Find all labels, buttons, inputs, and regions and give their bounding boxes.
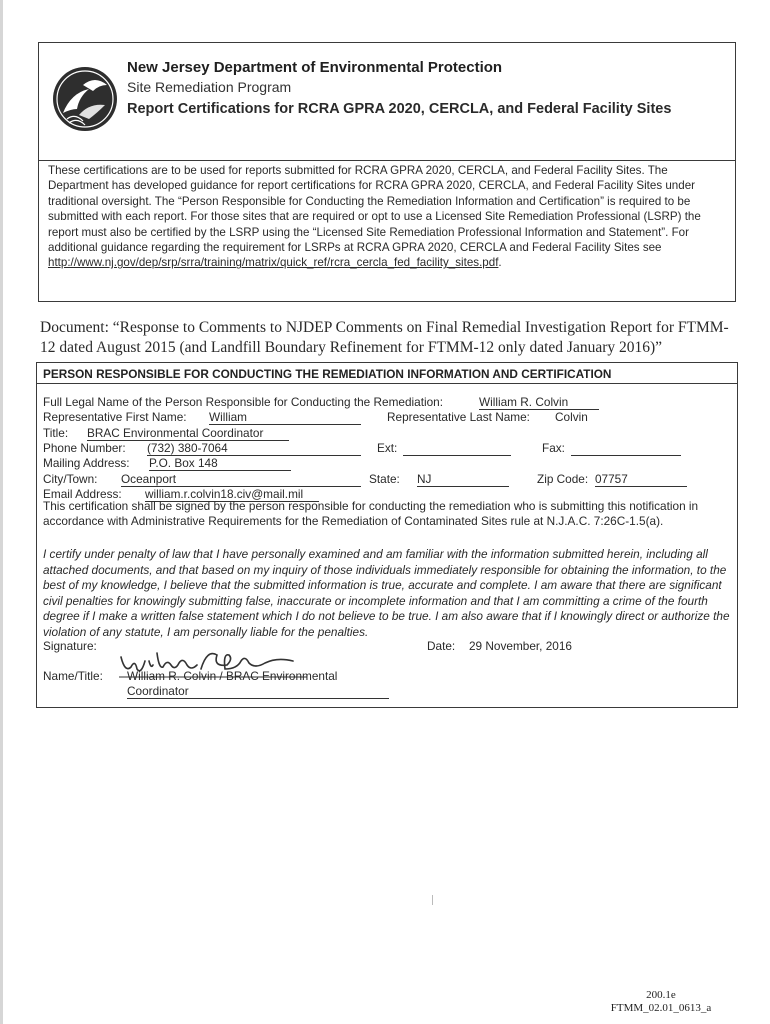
name-title-line1[interactable]: William R. Colvin / BRAC Environmental	[127, 669, 338, 683]
title-label: Title:	[43, 426, 69, 440]
ext-label: Ext:	[377, 441, 398, 455]
city-field[interactable]: Oceanport	[121, 472, 361, 487]
njdep-logo-icon	[49, 63, 121, 135]
mailing-address-field[interactable]: P.O. Box 148	[149, 456, 291, 471]
fax-label: Fax:	[542, 441, 565, 455]
certification-statement: I certify under penalty of law that I have personally examined and am familiar with the information submitted herein, including all attached documents, and that based on my inquiry of those individuals immediately responsible for obtaining the information, to the best of my knowledge, I believe that the submitted information is true, accurate and complete. I am aware that there are significant civil penalties for knowingly submitting false, inaccurate or incomplete information and that I am committing a crime of the fourth degree if I make a written false statement which I do not believe to be true. I am also aware that if I knowingly direct or authorize the violation of any statute, I am personally liable for the penalties.	[43, 547, 730, 639]
program-name: Site Remediation Program	[127, 79, 292, 95]
certification-instruction: This certification shall be signed by the person responsible for conducting the remediation who is submitting this notification in accordance with Administrative Requirements for the Remediation of Contaminated Sites rule at N.J.A.C. 7:26C-1.5(a).	[43, 499, 699, 528]
zip-field[interactable]: 07757	[595, 472, 687, 487]
form-footer	[596, 989, 726, 1015]
title-field[interactable]: BRAC Environmental Coordinator	[87, 426, 289, 441]
section-header: PERSON RESPONSIBLE FOR CONDUCTING THE REMEDIATION INFORMATION AND CERTIFICATION	[43, 367, 612, 381]
intro-period: .	[498, 256, 502, 270]
section-divider	[37, 383, 737, 384]
intro-text: These certifications are to be used for reports submitted for RCRA GPRA 2020, CERCLA, and Federal Facility Sites. The Department has developed guidance for report certifications for RCRA GPRA 2020, CERCLA, and Federal Facility Sites under traditional oversight. The “Person Responsible for Conducting the Remediation Information and Certification” is required to be submitted with each report. For those sites that are required or opt to use a Licensed Site Remediation Professional (LSRP) the report must also be certified by the LSRP using the “Licensed Site Remediation Professional Information and Statement”. For additional guidance regarding the requirement for LSRPs at RCRA GPRA 2020, CERCLA and Federal Facility Sites see	[48, 164, 701, 255]
zip-label: Zip Code:	[537, 472, 589, 486]
header-box	[38, 42, 736, 302]
state-label: State:	[369, 472, 400, 486]
phone-label: Phone Number:	[43, 441, 126, 455]
email-field[interactable]: william.r.colvin18.civ@mail.mil	[145, 487, 319, 502]
fax-field[interactable]	[571, 455, 681, 456]
person-responsible-section	[36, 362, 738, 708]
header-divider	[39, 160, 735, 161]
full-legal-name-label: Full Legal Name of the Person Responsible for Conducting the Remediation:	[43, 395, 444, 409]
page-scan-edge	[0, 0, 3, 1024]
last-name-field[interactable]: Colvin	[555, 410, 588, 424]
form-code: 200.1e	[646, 989, 676, 1001]
agency-name: New Jersey Department of Environmental Protection	[127, 59, 503, 76]
form-title: Report Certifications for RCRA GPRA 2020, CERCLA, and Federal Facility Sites	[127, 101, 672, 117]
email-label: Email Address:	[43, 487, 122, 501]
ext-field[interactable]	[403, 455, 511, 456]
guidance-link[interactable]: http://www.nj.gov/dep/srp/srra/training/matrix/quick_ref/rcra_cercla_fed_facility_sites.pdf	[48, 256, 499, 270]
first-name-label: Representative First Name:	[43, 410, 187, 424]
name-title-label: Name/Title:	[43, 669, 103, 683]
city-label: City/Town:	[43, 472, 98, 486]
signature-label: Signature:	[43, 639, 97, 653]
date-label: Date:	[427, 639, 456, 653]
name-title-line2[interactable]: Coordinator	[127, 684, 389, 699]
document-title: Document: “Response to Comments to NJDEP Comments on Final Remedial Investigation Report for FTMM-12 dated August 2015 (and Landfill Boundary Refinement for FTMM-12 only dated January 2016)”	[40, 319, 729, 356]
phone-field[interactable]: (732) 380-7064	[147, 441, 361, 456]
mailing-address-label: Mailing Address:	[43, 456, 130, 470]
scan-mark	[432, 895, 433, 905]
date-field[interactable]: 29 November, 2016	[469, 639, 572, 653]
intro-paragraph	[48, 163, 728, 271]
full-legal-name-field[interactable]: William R. Colvin	[479, 395, 599, 410]
last-name-label: Representative Last Name:	[387, 410, 530, 424]
form-id: FTMM_02.01_0613_a	[610, 1002, 712, 1014]
first-name-field[interactable]: William	[209, 410, 361, 425]
state-field[interactable]: NJ	[417, 472, 509, 487]
